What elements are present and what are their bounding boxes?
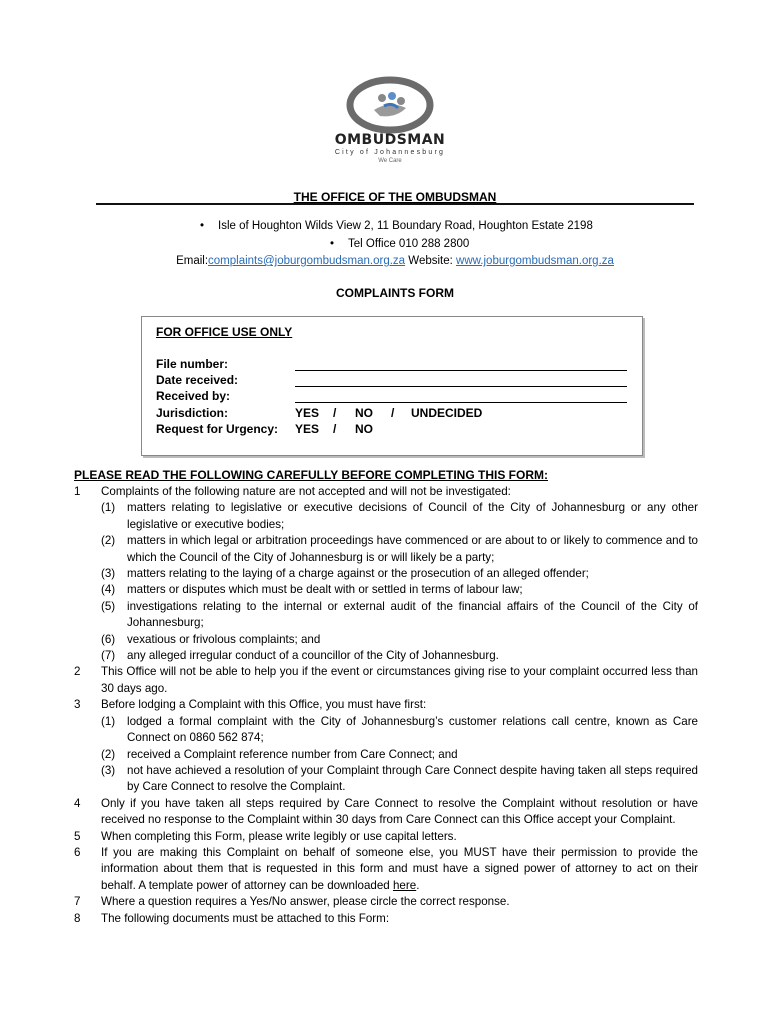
office-use-heading: FOR OFFICE USE ONLY [156,325,293,339]
instruction-item [74,796,698,829]
instruction-text: When completing this Form, please write legibly or use capital letters. [101,829,457,843]
instruction-number: 1 [74,485,81,498]
sub-item [101,566,698,582]
form-title: COMPLAINTS FORM [336,286,454,300]
sub-item [101,763,698,796]
sub-item [101,648,698,664]
ombudsman-logo [320,76,460,166]
received-by-label: Received by: [156,389,231,403]
tel-text: Tel Office 010 288 2800 [348,238,470,250]
sub-item-text: vexatious or frivolous complaints; and [127,632,321,646]
address-text: Isle of Houghton Wilds View 2, 11 Boundary Road, Houghton Estate 2198 [218,220,593,232]
instruction-number: 7 [74,895,81,909]
file-number-row [156,357,627,371]
sub-item-text: investigations relating to the internal or external audit of the financial affairs of the Council of the City of Johannesburg; [127,599,698,630]
date-received-row [156,373,627,387]
instruction-text: Complaints of the following nature are not accepted and will not be investigated: [101,485,511,498]
jurisdiction-label: Jurisdiction: [156,406,229,420]
website-label: Website: [408,255,453,267]
sub-item-text: matters relating to legislative or executive decisions of Council of the City of Johannesburg or any other legislative or executive bodies; [127,501,698,531]
address-line [200,220,593,232]
sub-item-number: (7) [101,649,116,663]
urgency-yes[interactable]: YES [295,422,320,436]
sub-item-text: not have achieved a resolution of your Complaint through Care Connect despite having taken all steps required by Care Connect to resolve the Complaint. [127,763,698,794]
date-received-label: Date received: [156,373,239,387]
email-link[interactable]: complaints@joburgombudsman.org.za [208,255,406,267]
jurisdiction-undecided[interactable]: UNDECIDED [411,406,483,420]
sub-item [101,714,698,747]
header-divider [96,203,694,205]
sub-item-text: matters or disputes which must be dealt with or settled in terms of labour law; [127,583,523,597]
date-received-field[interactable] [295,374,627,387]
instructions-heading: PLEASE READ THE FOLLOWING CAREFULLY BEFORE COMPLETING THIS FORM: [74,468,549,482]
logo-tagline: We Care [378,158,402,164]
instruction-text: Only if you have taken all steps required by Care Connect to resolve the Complaint without resolution or have received no response to the Complaint within 30 days from Care Connect can this Office accept your Complaint. [101,796,698,827]
jurisdiction-row [156,406,482,420]
file-number-label: File number: [156,357,229,371]
instruction-text: The following documents must be attached to this Form: [101,911,390,925]
sub-item-number: (1) [101,501,116,515]
contact-line [96,255,694,267]
sub-item [101,599,698,632]
jurisdiction-yes[interactable]: YES [295,406,320,420]
slash-text: / [333,406,337,420]
sub-item-number: (2) [101,747,116,761]
office-title: THE OFFICE OF THE OMBUDSMAN [293,190,497,204]
received-by-row [156,389,627,403]
slash-text: / [391,406,395,420]
sub-item [101,582,698,598]
bullet-icon: • [200,220,205,232]
received-by-field[interactable] [295,390,627,403]
urgency-no[interactable]: NO [355,422,373,436]
sub-item-text: lodged a formal complaint with the City of Johannesburg’s customer relations call centre, known as Care Connect on 0860 562 874; [127,714,698,745]
instruction-item [74,829,698,845]
instruction-number: 2 [74,665,81,679]
instruction-number: 5 [74,829,81,843]
urgency-label: Request for Urgency: [156,422,279,436]
website-link[interactable]: www.joburgombudsman.org.za [456,255,614,267]
sub-item [101,533,698,566]
sub-item-text: matters relating to the laying of a charge against or the prosecution of an alleged offender; [127,567,589,581]
sub-item-number: (1) [101,714,116,728]
email-label: Email: [176,255,209,267]
slash-text: / [333,422,337,436]
instruction-item [74,845,698,894]
logo-subtitle: City of Johannesburg [334,149,446,156]
urgency-row [156,422,373,436]
sub-item-number: (4) [101,583,116,597]
instruction-item [74,894,698,910]
sub-item-number: (2) [101,534,116,548]
sub-item-text: matters in which legal or arbitration proceedings have commenced or are about to or likely to commence and to which the Council of the City of Johannesburg is or will likely be a party; [127,534,698,564]
instruction-item [74,911,698,927]
sub-item [101,632,698,648]
sub-item [101,747,698,763]
logo-title: OMBUDSMAN [334,132,446,148]
ombudsman-emblem-icon [346,76,434,134]
office-use-box [141,316,643,456]
power-of-attorney-link[interactable]: here [392,878,417,892]
instruction-number: 4 [74,796,81,810]
file-number-field[interactable] [295,358,627,371]
sub-item-number: (3) [101,567,116,581]
sub-item-number: (3) [101,763,116,777]
tel-line [330,238,469,250]
instruction-item [74,664,698,697]
sub-item [101,500,698,533]
sub-item-text: any alleged irregular conduct of a councillor of the City of Johannesburg. [127,649,499,663]
instruction-text-end: . [416,878,420,892]
instructions-list [74,484,698,927]
instruction-text: Before lodging a Complaint with this Office, you must have first: [101,698,427,712]
instruction-text: If you are making this Complaint on behalf of someone else, you MUST have their permission to provide the information about them that is requested in this form and must have a signed power of attorney to act on their behalf. A template power of attorney can be downloaded [101,845,698,892]
instruction-text: Where a question requires a Yes/No answer, please circle the correct response. [101,895,510,909]
instruction-number: 3 [74,698,81,712]
sub-item-number: (6) [101,632,116,646]
instruction-number: 8 [74,911,81,925]
instruction-text: This Office will not be able to help you if the event or circumstances giving rise to your complaint occurred less than 30 days ago. [101,665,698,695]
instruction-item [74,484,698,664]
sub-item-text: received a Complaint reference number from Care Connect; and [127,747,458,761]
sub-item-number: (5) [101,599,116,613]
bullet-icon: • [330,238,335,250]
jurisdiction-no[interactable]: NO [355,406,373,420]
instruction-item [74,697,698,795]
instruction-number: 6 [74,845,81,859]
